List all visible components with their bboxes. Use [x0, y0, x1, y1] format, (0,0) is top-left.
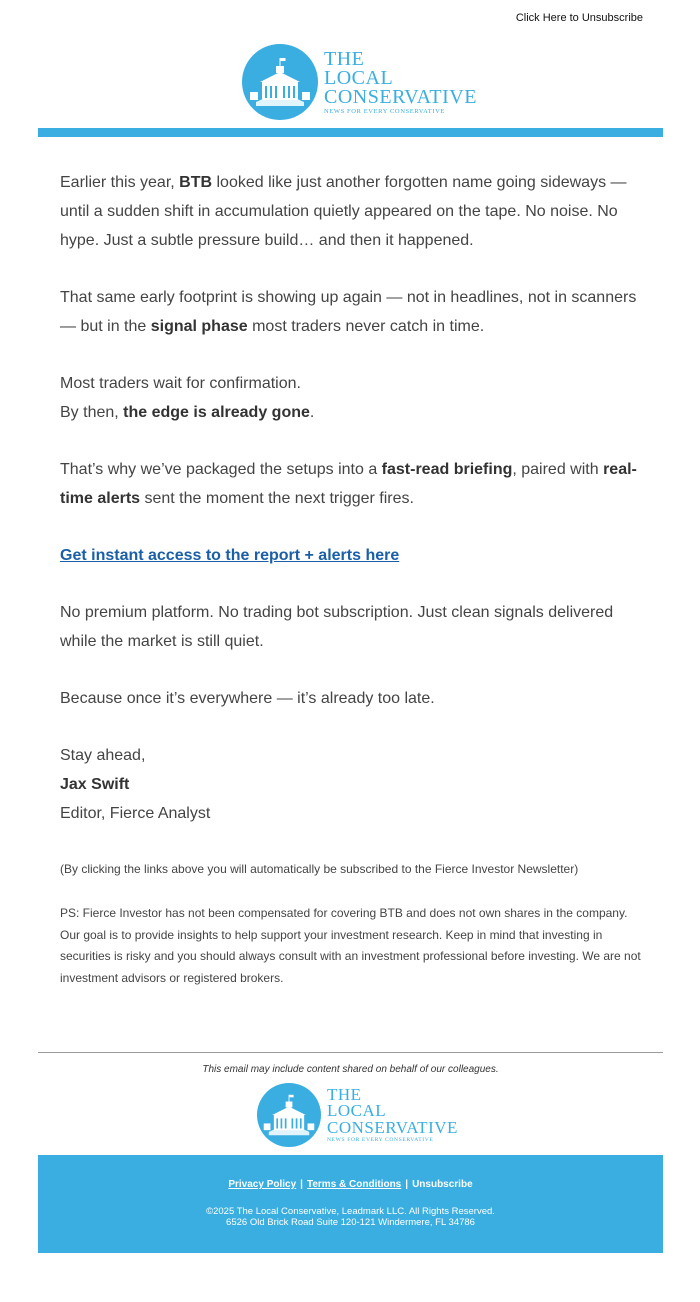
brand-tagline: NEWS FOR EVERY CONSERVATIVE: [327, 1136, 434, 1143]
copyright-text: ©2025 The Local Conservative, Leadmark LLC. All Rights Reserved.: [206, 1206, 495, 1217]
white-house-icon: [257, 1083, 321, 1147]
ps-disclaimer: PS: Fierce Investor has not been compensated for covering BTB and does not own shares in the company. Our goal is to provide insights to help support your investment research. Keep in mind that investing in securities is risky and you should always consult with an investment professional before investing. We are not investment advisors or registered brokers.: [60, 906, 641, 985]
brand-line1: THE: [327, 1085, 362, 1105]
email-body: [60, 168, 645, 856]
footer-brand-logo: [257, 1083, 458, 1147]
brand-line2: LOCAL: [327, 1101, 387, 1121]
terms-link[interactable]: Terms & Conditions: [306, 1179, 402, 1190]
cta-link[interactable]: Get instant access to the report + alerts here: [60, 547, 400, 564]
paragraph-3: Most traders wait for confirmation. By then, the edge is already gone.: [60, 375, 315, 421]
author-title: Editor, Fierce Analyst: [60, 805, 211, 822]
unsubscribe-link-footer[interactable]: Unsubscribe: [412, 1179, 473, 1190]
brand-logo: [242, 44, 477, 120]
brand-tagline: NEWS FOR EVERY CONSERVATIVE: [324, 107, 445, 115]
footer-divider: [38, 1052, 663, 1053]
paragraph-4: That’s why we’ve packaged the setups into a fast-read briefing, paired with real-time alerts sent the moment the next trigger fires.: [60, 461, 637, 507]
footer-copyright: [38, 1206, 663, 1228]
brand-line3: CONSERVATIVE: [327, 1117, 458, 1137]
footer-bar: [38, 1155, 663, 1253]
footer-links: Privacy Policy | Terms & Conditions | Unsubscribe: [228, 1179, 473, 1190]
brand-line1: THE: [324, 47, 365, 70]
subscription-note: (By clicking the links above you will automatically be subscribed to the Fierce Investor Newsletter): [60, 862, 579, 876]
signature: Stay ahead, Jax Swift Editor, Fierce Analyst: [60, 747, 211, 822]
paragraph-2: That same early footprint is showing up again — not in headlines, not in scanners — but in the signal phase most traders never catch in time.: [60, 289, 637, 335]
author-name: Jax Swift: [60, 776, 130, 793]
paragraph-6: Because once it’s everywhere — it’s already too late.: [60, 690, 435, 707]
brand-line2: LOCAL: [324, 66, 394, 89]
colleagues-note: This email may include content shared on behalf of our colleagues.: [202, 1064, 499, 1075]
header-accent-bar: [38, 128, 663, 137]
privacy-policy-link[interactable]: Privacy Policy: [228, 1179, 297, 1190]
paragraph-5: No premium platform. No trading bot subscription. Just clean signals delivered while the market is still quiet.: [60, 604, 614, 650]
white-house-icon: [242, 44, 318, 120]
brand-line3: CONSERVATIVE: [324, 85, 477, 108]
unsubscribe-link-top[interactable]: Click Here to Unsubscribe: [515, 12, 643, 24]
paragraph-1: Earlier this year, BTB looked like just another forgotten name going sideways — until a sudden shift in accumulation quietly appeared on the tape. No noise. No hype. Just a subtle pressure build… and then it happened.: [60, 174, 627, 249]
address-text: 6526 Old Brick Road Suite 120-121 Windermere, FL 34786: [226, 1217, 475, 1228]
